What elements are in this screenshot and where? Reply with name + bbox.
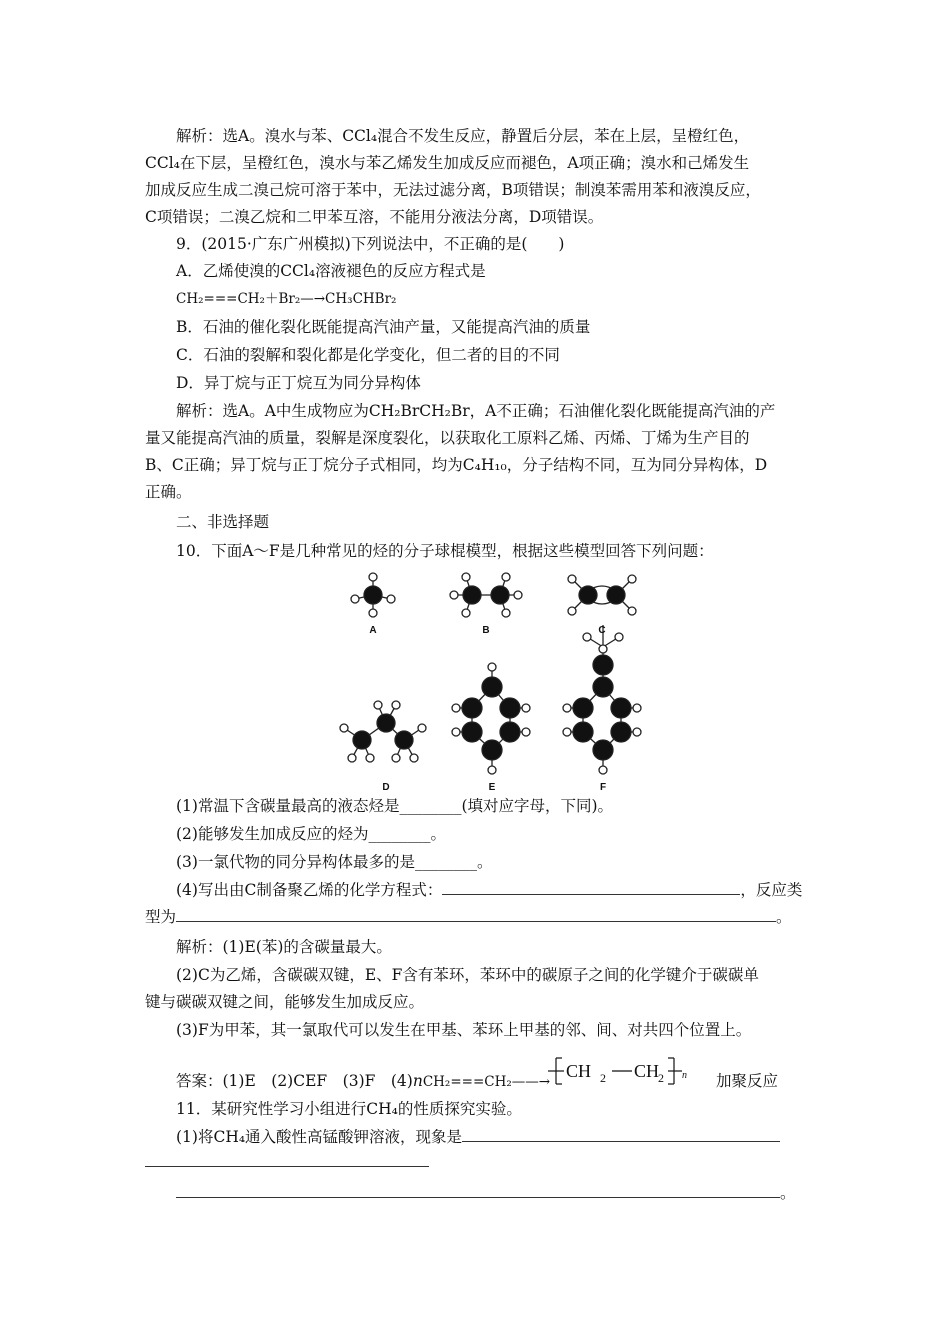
- q10-solution-line2: (2)C为乙烯，含碳碳双键，E、F含有苯环，苯环中的碳原子之间的化学键介于碳碳单: [176, 966, 759, 984]
- section-heading: 二、非选择题: [176, 513, 270, 531]
- label-e: E: [488, 782, 496, 793]
- q10-part3: (3)一氯代物的同分异构体最多的是________。: [176, 853, 493, 871]
- q8-analysis-line4: C项错误；二溴乙烷和二甲苯互溶，不能用分液法分离，D项错误。: [145, 208, 604, 226]
- q10-part4-cont: [145, 907, 792, 927]
- q11-stem: 11．某研究性学习小组进行CH₄的性质探究实验。: [176, 1100, 522, 1118]
- q9-option-a: A．乙烯使溴的CCl₄溶液褪色的反应方程式是: [176, 262, 486, 280]
- q10-stem: 10．下面A～F是几种常见的烃的分子球棍模型，根据这些模型回答下列问题：: [176, 542, 714, 560]
- answer-blank-type[interactable]: [176, 907, 776, 922]
- q10-part4-cont-text: 型为: [145, 908, 177, 926]
- q9-option-c: C．石油的裂解和裂化都是化学变化，但二者的目的不同: [176, 346, 560, 364]
- label-b: B: [482, 625, 490, 636]
- q9-stem: 9．(2015·广东广州模拟)下列说法中，不正确的是( ): [176, 235, 565, 253]
- q9-analysis-line3: B、C正确；异丁烷与正丁烷分子式相同，均为C₄H₁₀，分子结构不同，互为同分异构体，D: [145, 456, 768, 474]
- molecule-a-carbon: [364, 586, 382, 604]
- q11-part1-cont: [176, 1183, 796, 1203]
- q8-analysis-line3: 加成反应生成二溴己烷可溶于苯中，无法过滤分离，B项错误；制溴苯需用苯和液溴反应，: [145, 181, 761, 199]
- polyethylene-formula: [548, 1052, 698, 1094]
- q10-part2: (2)能够发生加成反应的烃为________。: [176, 825, 446, 843]
- q10-part4-type: ，反应类: [740, 881, 803, 899]
- q10-part4-text: (4)写出由C制备聚乙烯的化学方程式：: [176, 881, 443, 899]
- label-c: C: [598, 625, 606, 636]
- molecule-models-figure: [330, 565, 650, 795]
- poly-n: n: [682, 1070, 687, 1081]
- q11-part1: [176, 1127, 780, 1147]
- label-d: D: [382, 782, 390, 793]
- answer-blank-q11-1[interactable]: [462, 1127, 780, 1142]
- poly-ch-2: CH: [634, 1061, 660, 1081]
- q10-solution-line1: 解析：(1)E(苯)的含碳量最大。: [176, 938, 392, 956]
- poly-ch-1: CH: [566, 1061, 592, 1081]
- q8-analysis-line2: CCl₄在下层，呈橙红色，溴水与苯乙烯发生加成反应而褪色，A项正确；溴水和己烯发生: [145, 154, 750, 172]
- q10-part4-end: 。: [776, 908, 792, 926]
- q10-solution-line4: (3)F为甲苯，其一氯取代可以发生在甲基、苯环上甲基的邻、间、对共四个位置上。: [176, 1021, 752, 1039]
- q9-analysis-line4: 正确。: [145, 483, 192, 501]
- q10-answer-equation: CH₂===CH₂——→: [422, 1074, 551, 1090]
- label-f: F: [599, 782, 607, 793]
- q9-option-b: B．石油的催化裂化既能提高汽油产量，又能提高汽油的质量: [176, 318, 591, 336]
- q10-solution-line3: 键与碳碳双键之间，能够发生加成反应。: [145, 993, 425, 1011]
- poly-sub-1: 2: [600, 1071, 606, 1085]
- poly-sub-2: 2: [658, 1071, 664, 1085]
- q9-analysis-line1: 解析：选A。A中生成物应为CH₂BrCH₂Br，A不正确；石油催化裂化既能提高汽油的产: [176, 402, 776, 420]
- q11-part1-end: 。: [780, 1184, 796, 1202]
- q10-answer-prefix: 答案：(1)E (2)CEF (3)F (4): [176, 1072, 413, 1090]
- q9-analysis-line2: 量又能提高汽油的质量，裂解是深度裂化，以获取化工原料乙烯、丙烯、丁烯为生产目的: [145, 429, 750, 447]
- q8-analysis-line1: 解析：选A。溴水与苯、CCl₄混合不发生反应，静置后分层，苯在上层，呈橙红色，: [176, 127, 750, 145]
- q10-part4: [176, 880, 802, 900]
- label-a: A: [369, 625, 377, 636]
- answer-blank-equation[interactable]: [442, 880, 740, 895]
- q10-part1: (1)常温下含碳量最高的液态烃是________(填对应字母，下同)。: [176, 797, 614, 815]
- q9-option-a-equation: CH₂===CH₂＋Br₂—→CH₃CHBr₂: [176, 291, 397, 307]
- q10-answer: [176, 1071, 550, 1092]
- q9-option-d: D．异丁烷与正丁烷互为同分异构体: [176, 374, 421, 392]
- answer-blank-q11-3[interactable]: [176, 1183, 780, 1198]
- q11-part1-text: (1)将CH₄通入酸性高锰酸钾溶液，现象是: [176, 1128, 463, 1146]
- q10-answer-n: n: [412, 1072, 423, 1090]
- answer-blank-q11-2[interactable]: [145, 1166, 429, 1167]
- q10-answer-type: 加聚反应: [716, 1072, 779, 1090]
